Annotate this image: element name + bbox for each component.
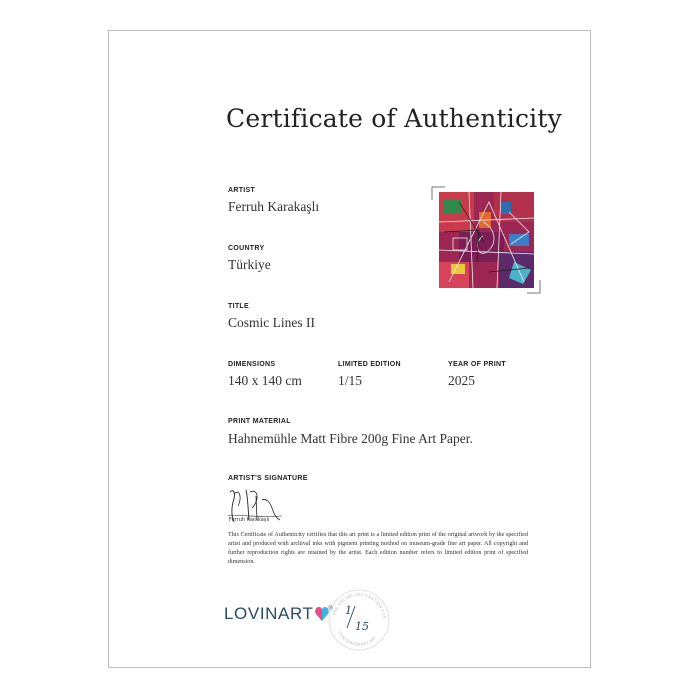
edition-seal	[325, 586, 393, 654]
seal-total: 15	[355, 620, 369, 633]
edition-value: 1/15	[338, 373, 363, 388]
certificate-statement: This Certificate of Authenticity certifies that this art print is a limited edition print of the original artwork by the specified artist and produced with archival inks with pigment printing method on museum-grade fine art paper. All copyright and further reproduction rights are retained by the artist. Each edition number refers to limited edition print of specified dimension.	[228, 532, 528, 565]
title-value: Cosmic Lines II	[228, 315, 315, 330]
artwork-thumbnail	[431, 186, 541, 294]
seal-ring-bottom: CONTEMPORARY ART	[337, 630, 378, 648]
country-label: COUNTRY	[228, 245, 265, 252]
lovinart-logo	[224, 604, 333, 624]
brand-name: LOVINART	[224, 604, 314, 623]
artist-signature	[226, 486, 286, 526]
seal-ring-top: THE ONLINE DESTINATION FOR	[331, 591, 388, 620]
certificate-title: Certificate of Authenticity	[226, 104, 562, 133]
dimensions-value: 140 x 140 cm	[228, 373, 302, 388]
material-label: PRINT MATERIAL	[228, 418, 291, 425]
dimensions-label: DIMENSIONS	[228, 361, 276, 368]
artist-value: Ferruh Karakaşlı	[228, 199, 320, 214]
signature-label: ARTIST'S SIGNATURE	[228, 475, 308, 482]
year-value: 2025	[448, 373, 475, 388]
registered-mark: ®	[328, 606, 333, 612]
seal-number: 1	[345, 604, 352, 617]
signature-text: Ferruh Karakaşlı	[229, 517, 270, 523]
title-label: TITLE	[228, 303, 249, 310]
edition-label: LIMITED EDITION	[338, 361, 401, 368]
artist-label: ARTIST	[228, 187, 256, 194]
svg-text:THE ONLINE DESTINATION FOR	[328, 591, 388, 620]
year-label: YEAR OF PRINT	[448, 361, 506, 368]
material-value: Hahnemühle Matt Fibre 200g Fine Art Paper.	[228, 431, 473, 446]
country-value: Türkiye	[228, 257, 271, 272]
